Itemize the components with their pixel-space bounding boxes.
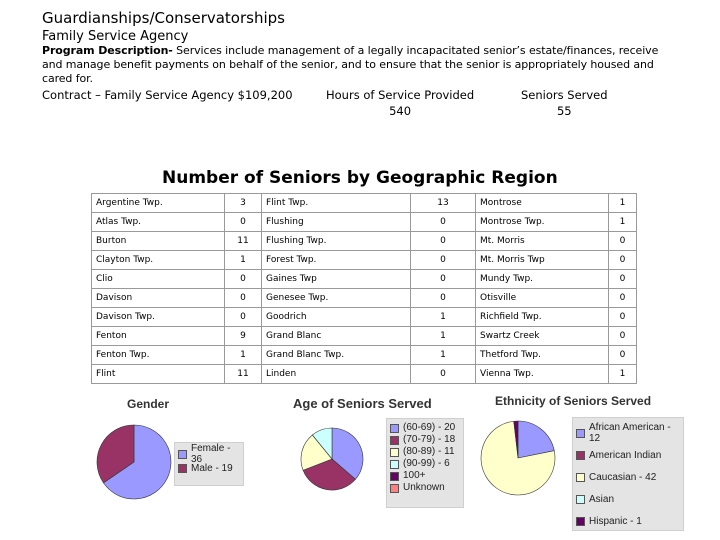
region-count-cell: 0 [411, 270, 476, 289]
legend-item [573, 422, 683, 444]
age-chart-title: Age of Seniors Served [293, 396, 432, 411]
gender-chart-title: Gender [127, 397, 170, 411]
region-name-cell: Flushing Twp. [262, 232, 411, 251]
legend-swatch [390, 436, 399, 445]
contract-info: Contract – Family Service Agency $109,200 [42, 88, 293, 102]
legend-item [387, 470, 463, 482]
legend-item [573, 488, 683, 510]
region-count-cell: 0 [609, 308, 637, 327]
region-count-cell: 0 [411, 232, 476, 251]
table-title: Number of Seniors by Geographic Region [162, 168, 558, 188]
region-count-cell: 11 [225, 365, 262, 384]
region-name-cell: Fenton Twp. [92, 346, 225, 365]
legend-label: (60-69) - 20 [403, 422, 456, 433]
region-count-cell: 0 [609, 327, 637, 346]
region-count-cell: 0 [609, 232, 637, 251]
region-name-cell: Flint Twp. [262, 194, 411, 213]
ethnicity-pie-chart [480, 420, 556, 496]
hours-value: 540 [389, 104, 412, 118]
legend-swatch [390, 424, 399, 433]
region-count-cell: 0 [411, 213, 476, 232]
region-name-cell: Gaines Twp [262, 270, 411, 289]
table-row [92, 289, 637, 308]
legend-item [573, 444, 683, 466]
region-name-cell: Goodrich [262, 308, 411, 327]
region-count-cell: 11 [225, 232, 262, 251]
region-count-cell: 1 [411, 327, 476, 346]
region-count-cell: 1 [609, 213, 637, 232]
legend-swatch [390, 460, 399, 469]
legend-label: Caucasian - 42 [589, 471, 657, 483]
table-row [92, 327, 637, 346]
region-name-cell: Grand Blanc Twp. [262, 346, 411, 365]
region-count-cell: 3 [225, 194, 262, 213]
legend-swatch [390, 448, 399, 457]
region-table [91, 193, 637, 384]
table-row [92, 194, 637, 213]
region-count-cell: 9 [225, 327, 262, 346]
region-name-cell: Otisville [476, 289, 609, 308]
description-label: Program Description- [42, 44, 173, 57]
region-name-cell: Clio [92, 270, 225, 289]
legend-label: Asian [589, 493, 615, 505]
legend-swatch [576, 495, 585, 504]
region-name-cell: Davison Twp. [92, 308, 225, 327]
table-row [92, 308, 637, 327]
legend-label: Unknown [403, 482, 445, 493]
region-name-cell: Fenton [92, 327, 225, 346]
region-name-cell: Grand Blanc [262, 327, 411, 346]
region-count-cell: 1 [411, 308, 476, 327]
region-count-cell: 1 [225, 251, 262, 270]
region-name-cell: Swartz Creek [476, 327, 609, 346]
legend-item [573, 466, 683, 488]
hours-label: Hours of Service Provided [326, 88, 475, 102]
region-count-cell: 0 [609, 251, 637, 270]
legend-item [387, 434, 463, 446]
gender-pie-chart [96, 424, 172, 500]
region-count-cell: 0 [225, 270, 262, 289]
seniors-value: 55 [556, 104, 572, 118]
region-count-cell: 0 [609, 270, 637, 289]
table-row [92, 232, 637, 251]
region-name-cell: Forest Twp. [262, 251, 411, 270]
agency-name: Family Service Agency [42, 29, 189, 44]
table-row [92, 270, 637, 289]
legend-label: Male - 19 [191, 462, 233, 474]
region-count-cell: 13 [411, 194, 476, 213]
legend-item [387, 446, 463, 458]
legend-item [175, 461, 243, 475]
legend-swatch [390, 484, 399, 493]
region-name-cell: Montrose [476, 194, 609, 213]
region-count-cell: 1 [609, 365, 637, 384]
legend-swatch [178, 464, 187, 473]
region-name-cell: Atlas Twp. [92, 213, 225, 232]
legend-swatch [576, 473, 585, 482]
region-count-cell: 0 [609, 289, 637, 308]
legend-item [387, 458, 463, 470]
legend-label: African American - 12 [589, 422, 671, 444]
region-name-cell: Genesee Twp. [262, 289, 411, 308]
table-row [92, 365, 637, 384]
legend-label: American Indian [589, 449, 662, 461]
region-name-cell: Clayton Twp. [92, 251, 225, 270]
legend-label: Female - 36 [191, 443, 231, 465]
age-legend [386, 418, 464, 508]
legend-label: (70-79) - 18 [403, 434, 456, 445]
age-pie-chart [300, 427, 364, 491]
legend-swatch [390, 472, 399, 481]
legend-label: Hispanic - 1 [589, 515, 642, 527]
region-name-cell: Mt. Morris [476, 232, 609, 251]
legend-item [175, 443, 243, 465]
region-count-cell: 0 [225, 213, 262, 232]
legend-label: 100+ [403, 470, 426, 481]
region-count-cell: 0 [411, 289, 476, 308]
program-description [42, 44, 682, 86]
legend-label: (80-89) - 11 [403, 446, 455, 457]
region-count-cell: 0 [411, 365, 476, 384]
legend-swatch [576, 517, 585, 526]
region-name-cell: Burton [92, 232, 225, 251]
table-row [92, 346, 637, 365]
region-count-cell: 0 [225, 308, 262, 327]
region-name-cell: Argentine Twp. [92, 194, 225, 213]
region-name-cell: Linden [262, 365, 411, 384]
hours-stat [326, 88, 474, 118]
region-name-cell: Davison [92, 289, 225, 308]
page-title: Guardianships/Conservatorships [42, 9, 285, 27]
legend-swatch [178, 450, 187, 459]
region-name-cell: Vienna Twp. [476, 365, 609, 384]
table-row [92, 213, 637, 232]
region-name-cell: Thetford Twp. [476, 346, 609, 365]
ethnicity-legend [572, 417, 684, 531]
region-count-cell: 1 [609, 194, 637, 213]
seniors-label: Seniors Served [521, 88, 608, 102]
legend-label: (90-99) - 6 [403, 458, 450, 469]
legend-swatch [576, 429, 585, 438]
legend-item [387, 482, 463, 494]
region-name-cell: Richfield Twp. [476, 308, 609, 327]
region-count-cell: 1 [225, 346, 262, 365]
region-count-cell: 0 [609, 346, 637, 365]
region-name-cell: Mundy Twp. [476, 270, 609, 289]
gender-legend [174, 442, 244, 486]
table-row [92, 251, 637, 270]
region-count-cell: 0 [411, 251, 476, 270]
region-count-cell: 0 [225, 289, 262, 308]
region-name-cell: Flint [92, 365, 225, 384]
description-text: Services include management of a legally incapacitated senior’s estate/finances, receive and manage benefit payments on behalf of the senior, and to ensure that the senior is appropriately housed and cared for. [42, 44, 659, 85]
seniors-stat [521, 88, 608, 118]
region-name-cell: Mt. Morris Twp [476, 251, 609, 270]
legend-item [387, 422, 463, 434]
region-count-cell: 1 [411, 346, 476, 365]
legend-swatch [576, 451, 585, 460]
region-name-cell: Montrose Twp. [476, 213, 609, 232]
region-name-cell: Flushing [262, 213, 411, 232]
legend-item [573, 510, 683, 532]
ethnicity-chart-title: Ethnicity of Seniors Served [495, 394, 652, 408]
